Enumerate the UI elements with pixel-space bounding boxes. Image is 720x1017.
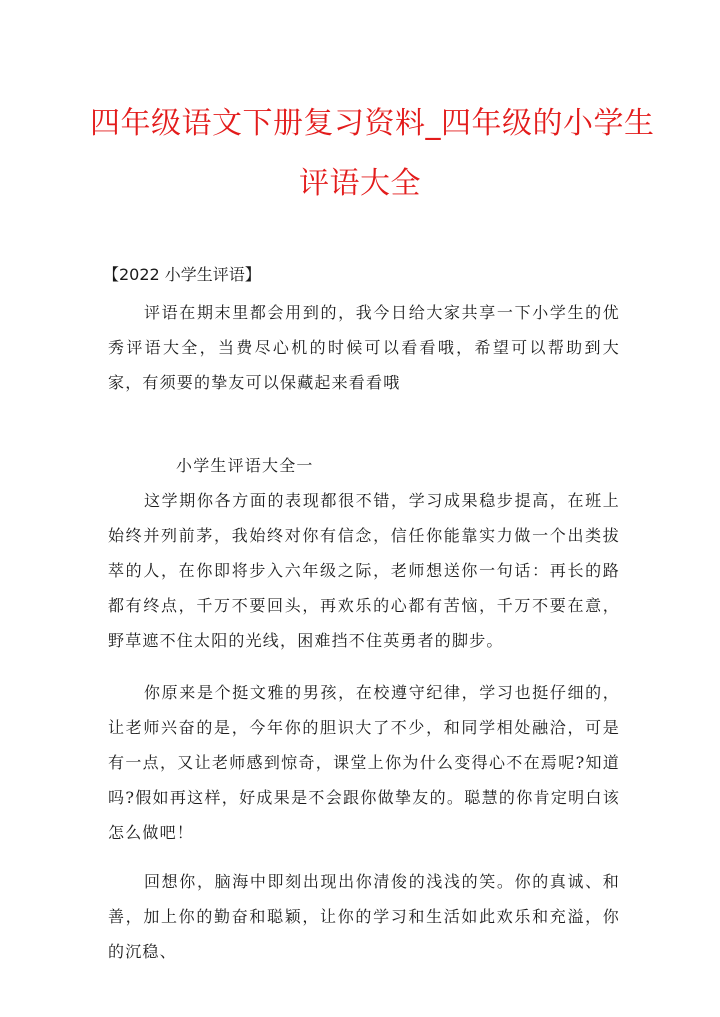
document-title: [90, 94, 655, 214]
title-line-2: 评语大全: [299, 166, 421, 201]
title-line-1: 四年级语文下册复习资料_四年级的小学生: [90, 106, 655, 141]
section-heading: 小学生评语大全一: [176, 456, 314, 475]
comment-paragraph-3: 回想你，脑海中即刻出现出你清俊的浅浅的笑。你的真诚、和善，加上你的勤奋和聪颖，让你的学习和生活如此欢乐和充溢，你的沉稳、: [108, 872, 620, 961]
intro-paragraph: 评语在期末里都会用到的，我今日给大家共享一下小学生的优秀评语大全，当费尽心机的时候可以看看哦，希望可以帮助到大家，有须要的挚友可以保藏起来看看哦: [108, 303, 620, 392]
comment-paragraph-1: 这学期你各方面的表现都很不错，学习成果稳步提高，在班上始终并列前茅，我始终对你有信念，信任你能靠实力做一个出类拔萃的人，在你即将步入六年级之际，老师想送你一句话：再长的路都有终点，千万不要回头，再欢乐的心都有苦恼，千万不要在意，野草遮不住太阳的光线，困难挡不住英勇者的脚步。: [108, 491, 620, 650]
section-tag: 【2022 小学生评语】: [103, 265, 261, 284]
comment-paragraph-2: 你原来是个挺文雅的男孩，在校遵守纪律，学习也挺仔细的，让老师兴奋的是，今年你的胆识大了不少，和同学相处融洽，可是有一点，又让老师感到惊奇，课堂上你为什么变得心不在焉呢?知道吗?假如再这样，好成果是不会跟你做挚友的。聪慧的你肯定明白该怎么做吧！: [108, 683, 620, 842]
